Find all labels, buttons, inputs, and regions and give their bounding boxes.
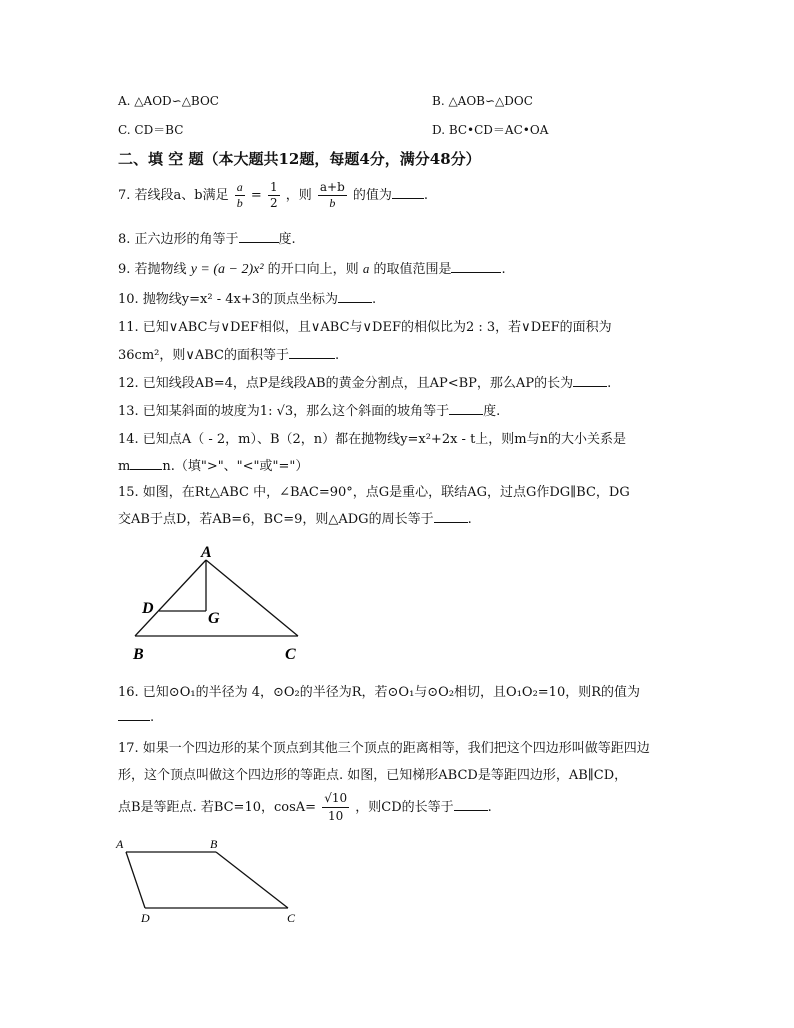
q7-mid: ，则	[285, 188, 312, 203]
question-15-line1: 15. 如图，在Rt△ABC 中，∠BAC=90°，点G是重心，联结AG，过点G作DG∥BC，DG	[118, 485, 630, 500]
q9-answer-blank[interactable]	[451, 261, 501, 273]
q7-equals: =	[250, 188, 262, 203]
q10-end: .	[372, 292, 377, 307]
q7-f1-den: b	[236, 196, 243, 210]
question-14-line2	[118, 455, 308, 474]
question-11-line2	[118, 344, 339, 363]
label-b: B	[210, 837, 218, 851]
question-8	[118, 228, 296, 247]
q12-answer-blank[interactable]	[573, 375, 607, 387]
q7-prefix: 7. 若线段a、b满足	[118, 188, 229, 203]
question-17-line3	[118, 788, 492, 828]
figure-trapezoid-abcd	[112, 834, 307, 929]
q13-prefix: 13. 已知某斜面的坡度为1: √3，那么这个斜面的坡角等于	[118, 404, 450, 419]
q9-suffix: 的取值范围是	[373, 262, 452, 277]
q14-suffix: n.（填">"、"<"或"="）	[162, 459, 309, 474]
side-ac	[206, 560, 298, 636]
q10-answer-blank[interactable]	[338, 291, 372, 303]
q17-line3-suffix: ，则CD的长等于	[355, 800, 454, 815]
question-14-line1: 14. 已知点A（ - 2，m）、B（2，n）都在抛物线y=x²+2x - t上，则m与n的大小关系是	[118, 432, 627, 447]
side-ab	[135, 560, 206, 636]
q11-end: .	[335, 348, 340, 363]
q7-fraction-sum	[318, 180, 347, 211]
q9-prefix: 9. 若抛物线	[118, 262, 187, 277]
q8-answer-blank[interactable]	[239, 231, 279, 243]
q9-var: a	[362, 261, 370, 276]
q16-answer-blank[interactable]	[118, 709, 150, 721]
q17-f-num: √10	[322, 790, 349, 808]
q17-f-den: 10	[328, 809, 344, 823]
question-9	[118, 258, 506, 278]
question-17-line2: 形，这个顶点叫做这个四边形的等距点. 如图，已知梯形ABCD是等距四边形，AB∥CD，	[118, 768, 628, 783]
option-d: D. BC•CD＝AC•OA	[432, 123, 549, 137]
q7-suffix: 的值为	[352, 188, 392, 203]
side-da	[126, 852, 145, 908]
option-c: C. CD＝BC	[118, 123, 184, 137]
label-d: D	[142, 600, 154, 617]
question-15-line2	[118, 508, 472, 527]
q8-prefix: 8. 正六边形的角等于	[118, 232, 239, 247]
q15-end: .	[467, 512, 472, 527]
q7-f3-den: b	[329, 196, 336, 210]
question-10	[118, 288, 376, 307]
label-g: G	[208, 610, 220, 627]
label-c: C	[287, 911, 296, 925]
question-17-line1: 17. 如果一个四边形的某个顶点到其他三个顶点的距离相等，我们把这个四边形叫做等距四边	[118, 741, 650, 756]
q7-f2-num: 1	[269, 180, 278, 194]
q16-end: .	[150, 710, 155, 725]
question-11-line1: 11. 已知∨ABC与∨DEF相似，且∨ABC与∨DEF的相似比为2 : 3，若∨DEF的面积为	[118, 320, 612, 335]
label-a: A	[116, 837, 124, 851]
question-7	[118, 179, 428, 213]
q7-fraction-1-over-2	[268, 180, 280, 211]
q14-m: m	[118, 459, 131, 474]
q7-answer-blank[interactable]	[392, 187, 424, 199]
label-b: B	[133, 646, 144, 663]
q12-prefix: 12. 已知线段AB=4，点P是线段AB的黄金分割点，且AP<BP，那么AP的长为	[118, 376, 574, 391]
q9-formula: y = (a − 2)x²	[190, 262, 264, 277]
side-bc	[216, 852, 288, 908]
question-16-line2	[118, 709, 154, 725]
q17-end: .	[487, 800, 492, 815]
q13-suffix: 度.	[483, 404, 501, 419]
question-13	[118, 400, 500, 419]
q13-answer-blank[interactable]	[449, 403, 483, 415]
option-b: B. △AOB∽△DOC	[432, 94, 533, 108]
q7-f3-num: a+b	[319, 180, 345, 194]
q17-fraction-cos	[322, 790, 349, 825]
section-title: 二、填 空 题（本大题共12题，每题4分，满分48分）	[118, 150, 481, 168]
q9-mid: 的开口向上，则	[267, 262, 359, 277]
figure-triangle-abc	[125, 540, 310, 665]
label-d: D	[141, 911, 150, 925]
q14-answer-blank[interactable]	[130, 458, 162, 470]
q7-end: .	[423, 188, 429, 203]
q15-line2-prefix: 交AB于点D，若AB=6，BC=9，则△ADG的周长等于	[118, 512, 434, 527]
label-a: A	[201, 544, 212, 561]
q15-answer-blank[interactable]	[434, 511, 468, 523]
q7-f1-num: a	[236, 180, 243, 194]
q12-end: .	[607, 376, 612, 391]
q7-f2-den: 2	[269, 196, 278, 210]
q10-prefix: 10. 抛物线y=x² - 4x+3的顶点坐标为	[118, 292, 339, 307]
q11-line2-prefix: 36cm²，则∨ABC的面积等于	[118, 348, 290, 363]
q9-end: .	[501, 262, 506, 277]
question-16-line1: 16. 已知⊙O₁的半径为 4，⊙O₂的半径为R，若⊙O₁与⊙O₂相切，且O₁O₂=10，则R的值为	[118, 685, 641, 700]
q17-answer-blank[interactable]	[454, 799, 488, 811]
q7-fraction-a-over-b	[235, 180, 245, 211]
question-12	[118, 372, 611, 391]
q8-suffix: 度.	[278, 232, 296, 247]
q17-line3-prefix: 点B是等距点. 若BC=10，cosA=	[118, 800, 317, 815]
q11-answer-blank[interactable]	[289, 347, 335, 359]
label-c: C	[285, 646, 296, 663]
option-a: A. △AOD∽△BOC	[118, 94, 219, 108]
